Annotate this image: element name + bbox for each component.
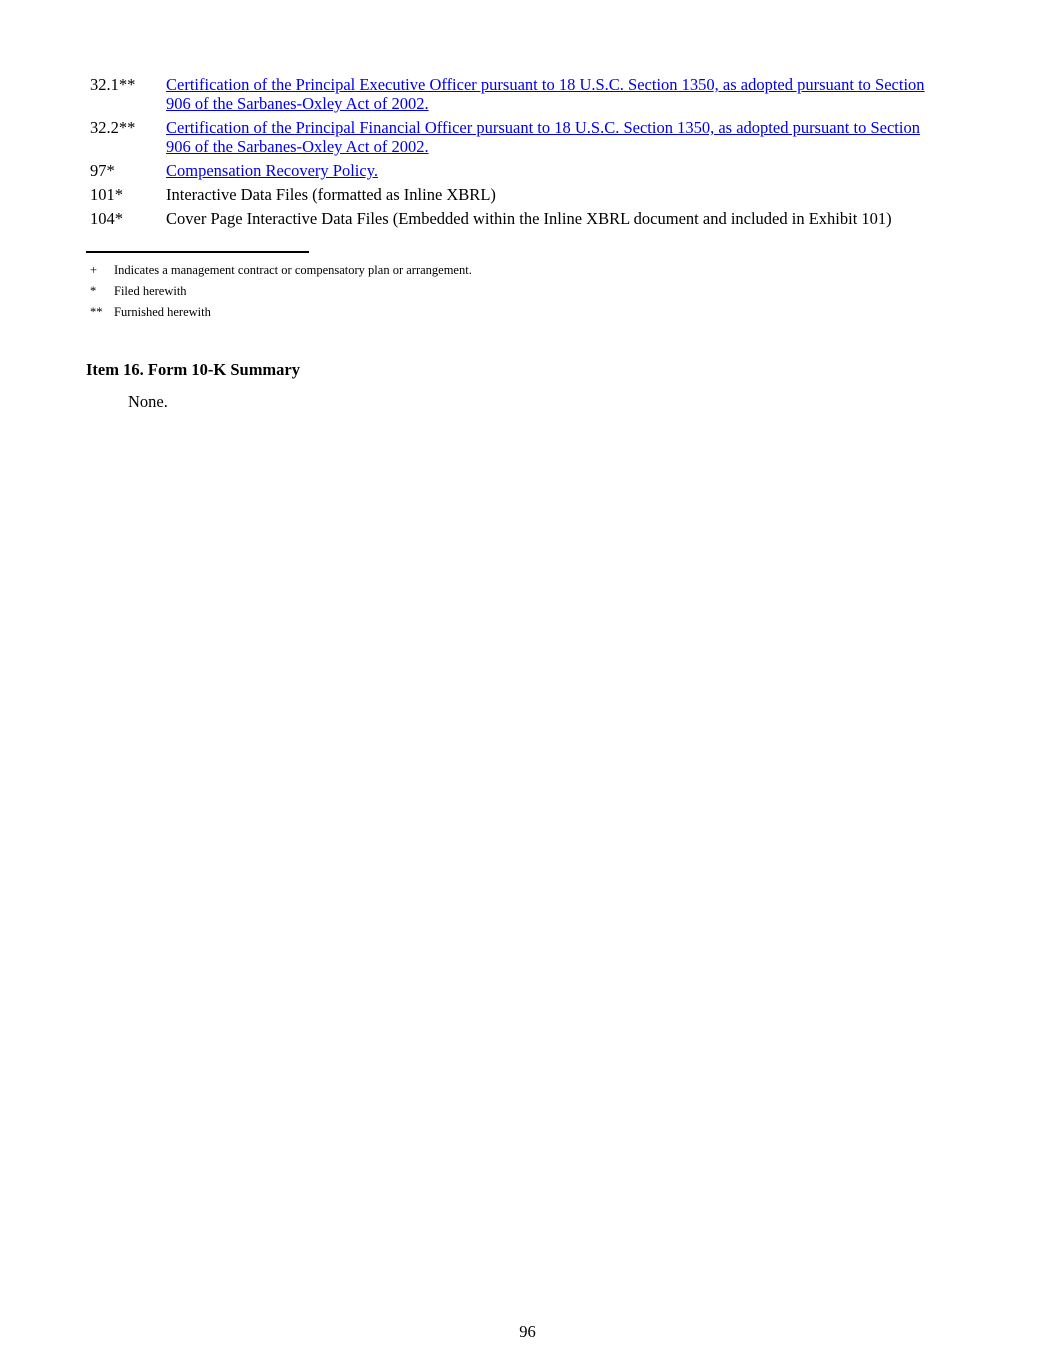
exhibit-description-line-1: Certification of the Principal Executive Officer pursuant to 18 U.S.C. Section 1350, as adopted pursuant to Section bbox=[166, 75, 925, 94]
footnote-item bbox=[90, 263, 472, 278]
footnote-symbol: + bbox=[90, 263, 98, 277]
exhibit-row-101 bbox=[90, 185, 970, 204]
exhibit-number: 32.2** bbox=[90, 118, 136, 137]
exhibit-link-32-1[interactable] bbox=[166, 75, 970, 113]
exhibit-list bbox=[90, 75, 970, 233]
exhibit-row-104 bbox=[90, 209, 970, 228]
exhibit-description: Cover Page Interactive Data Files (Embedded within the Inline XBRL document and included in Exhibit 101) bbox=[166, 209, 892, 228]
footnote-list bbox=[90, 263, 472, 326]
exhibit-description: Interactive Data Files (formatted as Inline XBRL) bbox=[166, 185, 496, 204]
exhibit-description-line-1: Certification of the Principal Financial Officer pursuant to 18 U.S.C. Section 1350, as adopted pursuant to Section bbox=[166, 118, 920, 137]
exhibit-link-97[interactable]: Compensation Recovery Policy. bbox=[166, 161, 379, 180]
exhibit-description-line-2: 906 of the Sarbanes-Oxley Act of 2002. bbox=[166, 137, 429, 156]
item-16-body: None. bbox=[128, 392, 168, 411]
page-number: 96 bbox=[519, 1322, 536, 1341]
exhibit-link-32-2[interactable] bbox=[166, 118, 970, 156]
exhibit-row-32-2 bbox=[90, 118, 970, 156]
footnote-item bbox=[90, 305, 472, 320]
exhibit-number: 104* bbox=[90, 209, 123, 228]
exhibit-number: 101* bbox=[90, 185, 123, 204]
exhibit-row-32-1 bbox=[90, 75, 970, 113]
exhibit-number: 97* bbox=[90, 161, 115, 180]
footnote-divider bbox=[86, 251, 309, 253]
exhibit-row-97 bbox=[90, 161, 970, 180]
footnote-text: Filed herewith bbox=[114, 284, 187, 298]
footnote-text: Indicates a management contract or compensatory plan or arrangement. bbox=[114, 263, 472, 277]
exhibit-description-line-2: 906 of the Sarbanes-Oxley Act of 2002. bbox=[166, 94, 429, 113]
footnote-item bbox=[90, 284, 472, 299]
footnote-text: Furnished herewith bbox=[114, 305, 211, 319]
item-16-heading: Item 16. Form 10-K Summary bbox=[86, 360, 301, 379]
footnote-symbol: * bbox=[90, 284, 97, 298]
footnote-symbol: ** bbox=[90, 305, 103, 319]
exhibit-number: 32.1** bbox=[90, 75, 136, 94]
